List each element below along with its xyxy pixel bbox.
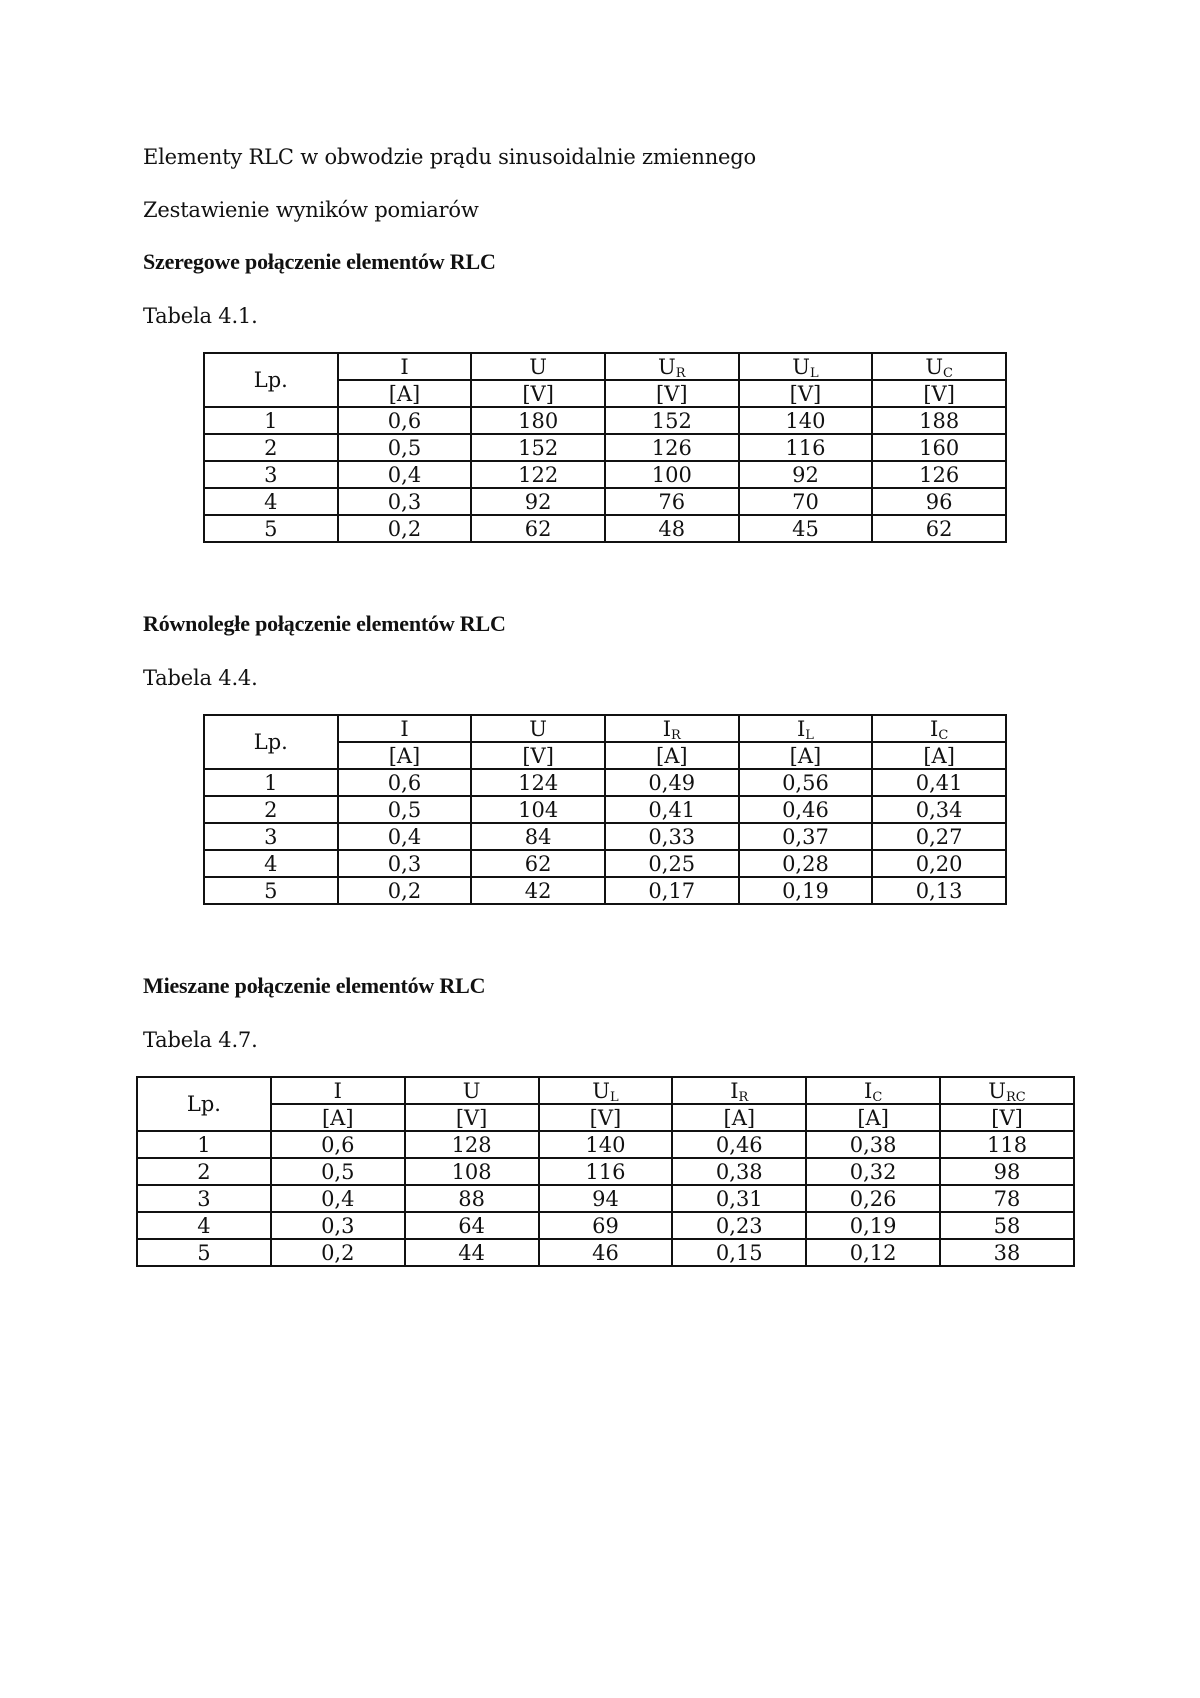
table-cell: 0,37 (739, 823, 873, 850)
table-label-parallel: Tabela 4.4. (143, 666, 258, 690)
table-cell: 116 (539, 1158, 673, 1185)
table-cell: 0,38 (806, 1131, 940, 1158)
header-symbol (605, 715, 739, 742)
header-unit: [A] (605, 742, 739, 769)
row-number-cell: 1 (204, 769, 338, 796)
header-lp: Lp. (137, 1077, 271, 1131)
header-unit: [V] (471, 380, 605, 407)
header-symbol-letter: U (529, 716, 547, 741)
header-symbol-letter: U (925, 354, 944, 379)
table-cell: 0,46 (739, 796, 873, 823)
header-symbol-letter: U (988, 1078, 1006, 1103)
table-cell: 0,5 (271, 1158, 405, 1185)
table-cell: 152 (605, 407, 739, 434)
table-cell: 94 (539, 1185, 673, 1212)
header-unit: [V] (405, 1104, 539, 1131)
table-cell: 69 (539, 1212, 673, 1239)
header-unit: [V] (605, 380, 739, 407)
table-cell: 0,41 (872, 769, 1006, 796)
header-symbol (271, 1077, 405, 1104)
table-cell: 108 (405, 1158, 539, 1185)
table-cell: 140 (539, 1131, 673, 1158)
table-cell: 0,19 (739, 877, 873, 904)
table-cell: 140 (739, 407, 873, 434)
header-unit: [A] (739, 742, 873, 769)
header-symbol-letter: I (730, 1078, 739, 1103)
header-symbol (872, 353, 1006, 380)
table-row (137, 1239, 1074, 1266)
header-symbol (471, 353, 605, 380)
table-cell: 122 (471, 461, 605, 488)
header-symbol (338, 715, 472, 742)
table-cell: 0,3 (271, 1212, 405, 1239)
header-symbol-subscript: C (938, 727, 949, 742)
header-lp: Lp. (204, 715, 338, 769)
header-symbol-subscript: R (671, 727, 681, 742)
table-cell: 180 (471, 407, 605, 434)
table-cell: 46 (539, 1239, 673, 1266)
row-number-cell: 2 (137, 1158, 271, 1185)
table-row (137, 1131, 1074, 1158)
table-cell: 0,41 (605, 796, 739, 823)
table-header-row (204, 715, 1006, 742)
table-cell: 0,5 (338, 434, 472, 461)
header-symbol (405, 1077, 539, 1104)
table-cell: 62 (872, 515, 1006, 542)
header-symbol-subscript: L (609, 1089, 619, 1104)
table-cell: 0,34 (872, 796, 1006, 823)
header-symbol (739, 353, 873, 380)
table-cell: 0,6 (338, 407, 472, 434)
header-symbol-letter: U (462, 1078, 481, 1103)
row-number-cell: 5 (137, 1239, 271, 1266)
header-unit: [A] (338, 380, 472, 407)
row-number-cell: 3 (137, 1185, 271, 1212)
header-symbol-letter: I (400, 716, 409, 741)
table-label-series: Tabela 4.1. (143, 304, 258, 328)
table-cell: 0,25 (605, 850, 739, 877)
table-mixed (136, 1076, 1075, 1267)
table-cell: 0,20 (872, 850, 1006, 877)
header-unit: [A] (806, 1104, 940, 1131)
table-header-row (137, 1077, 1074, 1104)
table-cell: 58 (940, 1212, 1074, 1239)
row-number-cell: 2 (204, 796, 338, 823)
table-cell: 0,4 (338, 823, 472, 850)
table-row (204, 877, 1006, 904)
header-symbol-letter: I (796, 716, 806, 741)
header-unit: [V] (739, 380, 873, 407)
table-cell: 0,6 (271, 1131, 405, 1158)
header-unit: [V] (471, 742, 605, 769)
header-lp: Lp. (204, 353, 338, 407)
table-cell: 38 (940, 1239, 1074, 1266)
table-row (204, 407, 1006, 434)
header-symbol-subscript: L (809, 365, 819, 380)
header-symbol-letter: U (529, 354, 547, 379)
table-cell: 0,4 (338, 461, 472, 488)
table-cell: 62 (471, 850, 605, 877)
table-cell: 104 (471, 796, 605, 823)
table-cell: 118 (940, 1131, 1074, 1158)
header-symbol (739, 715, 873, 742)
header-symbol (471, 715, 605, 742)
table-cell: 0,2 (338, 515, 472, 542)
header-symbol-subscript: R (738, 1089, 749, 1104)
table-row (204, 823, 1006, 850)
table-cell: 116 (739, 434, 873, 461)
table-cell: 160 (872, 434, 1006, 461)
table-cell: 152 (471, 434, 605, 461)
row-number-cell: 2 (204, 434, 338, 461)
table-label-mixed: Tabela 4.7. (143, 1028, 258, 1052)
header-symbol (672, 1077, 806, 1104)
table-cell: 0,38 (672, 1158, 806, 1185)
table-cell: 0,33 (605, 823, 739, 850)
table-cell: 124 (471, 769, 605, 796)
table-cell: 44 (405, 1239, 539, 1266)
table-row (204, 434, 1006, 461)
table-row (204, 461, 1006, 488)
table-cell: 0,6 (338, 769, 472, 796)
table-cell: 126 (872, 461, 1006, 488)
table-cell: 0,32 (806, 1158, 940, 1185)
header-unit: [A] (271, 1104, 405, 1131)
table-row (204, 850, 1006, 877)
row-number-cell: 4 (137, 1212, 271, 1239)
header-symbol-letter: I (930, 716, 939, 741)
table-cell: 64 (405, 1212, 539, 1239)
table-row (204, 796, 1006, 823)
table-cell: 0,31 (672, 1185, 806, 1212)
section-heading-mixed: Mieszane połączenie elementów RLC (143, 973, 486, 998)
header-symbol (605, 353, 739, 380)
table-cell: 45 (739, 515, 873, 542)
table-cell: 42 (471, 877, 605, 904)
table-cell: 48 (605, 515, 739, 542)
header-unit: [V] (872, 380, 1006, 407)
table-cell: 0,2 (271, 1239, 405, 1266)
table-cell: 0,28 (739, 850, 873, 877)
header-symbol-letter: U (792, 354, 810, 379)
row-number-cell: 5 (204, 515, 338, 542)
header-unit: [A] (672, 1104, 806, 1131)
table-cell: 0,23 (672, 1212, 806, 1239)
section-heading-series: Szeregowe połączenie elementów RLC (143, 249, 496, 274)
header-symbol-subscript: L (805, 727, 814, 742)
row-number-cell: 3 (204, 461, 338, 488)
table-header-row (204, 353, 1006, 380)
header-symbol-subscript: C (943, 365, 953, 380)
table-cell: 188 (872, 407, 1006, 434)
table-cell: 0,49 (605, 769, 739, 796)
document-subtitle: Zestawienie wyników pomiarów (143, 198, 479, 222)
table-cell: 92 (471, 488, 605, 515)
table-cell: 0,5 (338, 796, 472, 823)
row-number-cell: 4 (204, 488, 338, 515)
header-unit: [V] (539, 1104, 673, 1131)
table-series (203, 352, 1007, 543)
table-cell: 0,4 (271, 1185, 405, 1212)
table-cell: 98 (940, 1158, 1074, 1185)
header-symbol (338, 353, 472, 380)
header-symbol (940, 1077, 1074, 1104)
row-number-cell: 1 (204, 407, 338, 434)
header-unit: [A] (872, 742, 1006, 769)
table-cell: 96 (872, 488, 1006, 515)
section-heading-parallel: Równoległe połączenie elementów RLC (143, 611, 506, 636)
table-cell: 0,2 (338, 877, 472, 904)
header-symbol (539, 1077, 673, 1104)
table-cell: 76 (605, 488, 739, 515)
table-units-row (137, 1104, 1074, 1131)
table-cell: 92 (739, 461, 873, 488)
header-symbol-subscript: C (872, 1089, 883, 1104)
table-cell: 0,3 (338, 850, 472, 877)
table-cell: 100 (605, 461, 739, 488)
header-symbol-letter: I (864, 1078, 873, 1103)
header-symbol-subscript: RC (1006, 1089, 1026, 1104)
header-symbol-letter: I (400, 354, 409, 379)
table-cell: 0,27 (872, 823, 1006, 850)
table-cell: 0,3 (338, 488, 472, 515)
table-cell: 70 (739, 488, 873, 515)
row-number-cell: 4 (204, 850, 338, 877)
row-number-cell: 3 (204, 823, 338, 850)
header-symbol (806, 1077, 940, 1104)
header-symbol-subscript: R (675, 365, 686, 380)
table-cell: 0,13 (872, 877, 1006, 904)
table-cell: 0,19 (806, 1212, 940, 1239)
header-symbol-letter: U (592, 1078, 610, 1103)
header-symbol-letter: I (662, 716, 672, 741)
table-cell: 0,15 (672, 1239, 806, 1266)
table-cell: 126 (605, 434, 739, 461)
table-cell: 62 (471, 515, 605, 542)
header-symbol-letter: U (658, 354, 676, 379)
table-cell: 78 (940, 1185, 1074, 1212)
header-symbol (872, 715, 1006, 742)
table-cell: 0,12 (806, 1239, 940, 1266)
table-row (137, 1185, 1074, 1212)
table-cell: 0,46 (672, 1131, 806, 1158)
row-number-cell: 1 (137, 1131, 271, 1158)
table-cell: 128 (405, 1131, 539, 1158)
header-unit: [V] (940, 1104, 1074, 1131)
table-cell: 84 (471, 823, 605, 850)
document-title: Elementy RLC w obwodzie prądu sinusoidalnie zmiennego (143, 145, 756, 169)
table-cell: 0,17 (605, 877, 739, 904)
header-symbol-letter: I (333, 1078, 342, 1103)
table-cell: 0,26 (806, 1185, 940, 1212)
table-row (137, 1212, 1074, 1239)
table-row (204, 515, 1006, 542)
table-parallel (203, 714, 1007, 905)
table-row (204, 769, 1006, 796)
header-unit: [A] (338, 742, 472, 769)
table-row (137, 1158, 1074, 1185)
table-cell: 88 (405, 1185, 539, 1212)
row-number-cell: 5 (204, 877, 338, 904)
table-cell: 0,56 (739, 769, 873, 796)
table-row (204, 488, 1006, 515)
